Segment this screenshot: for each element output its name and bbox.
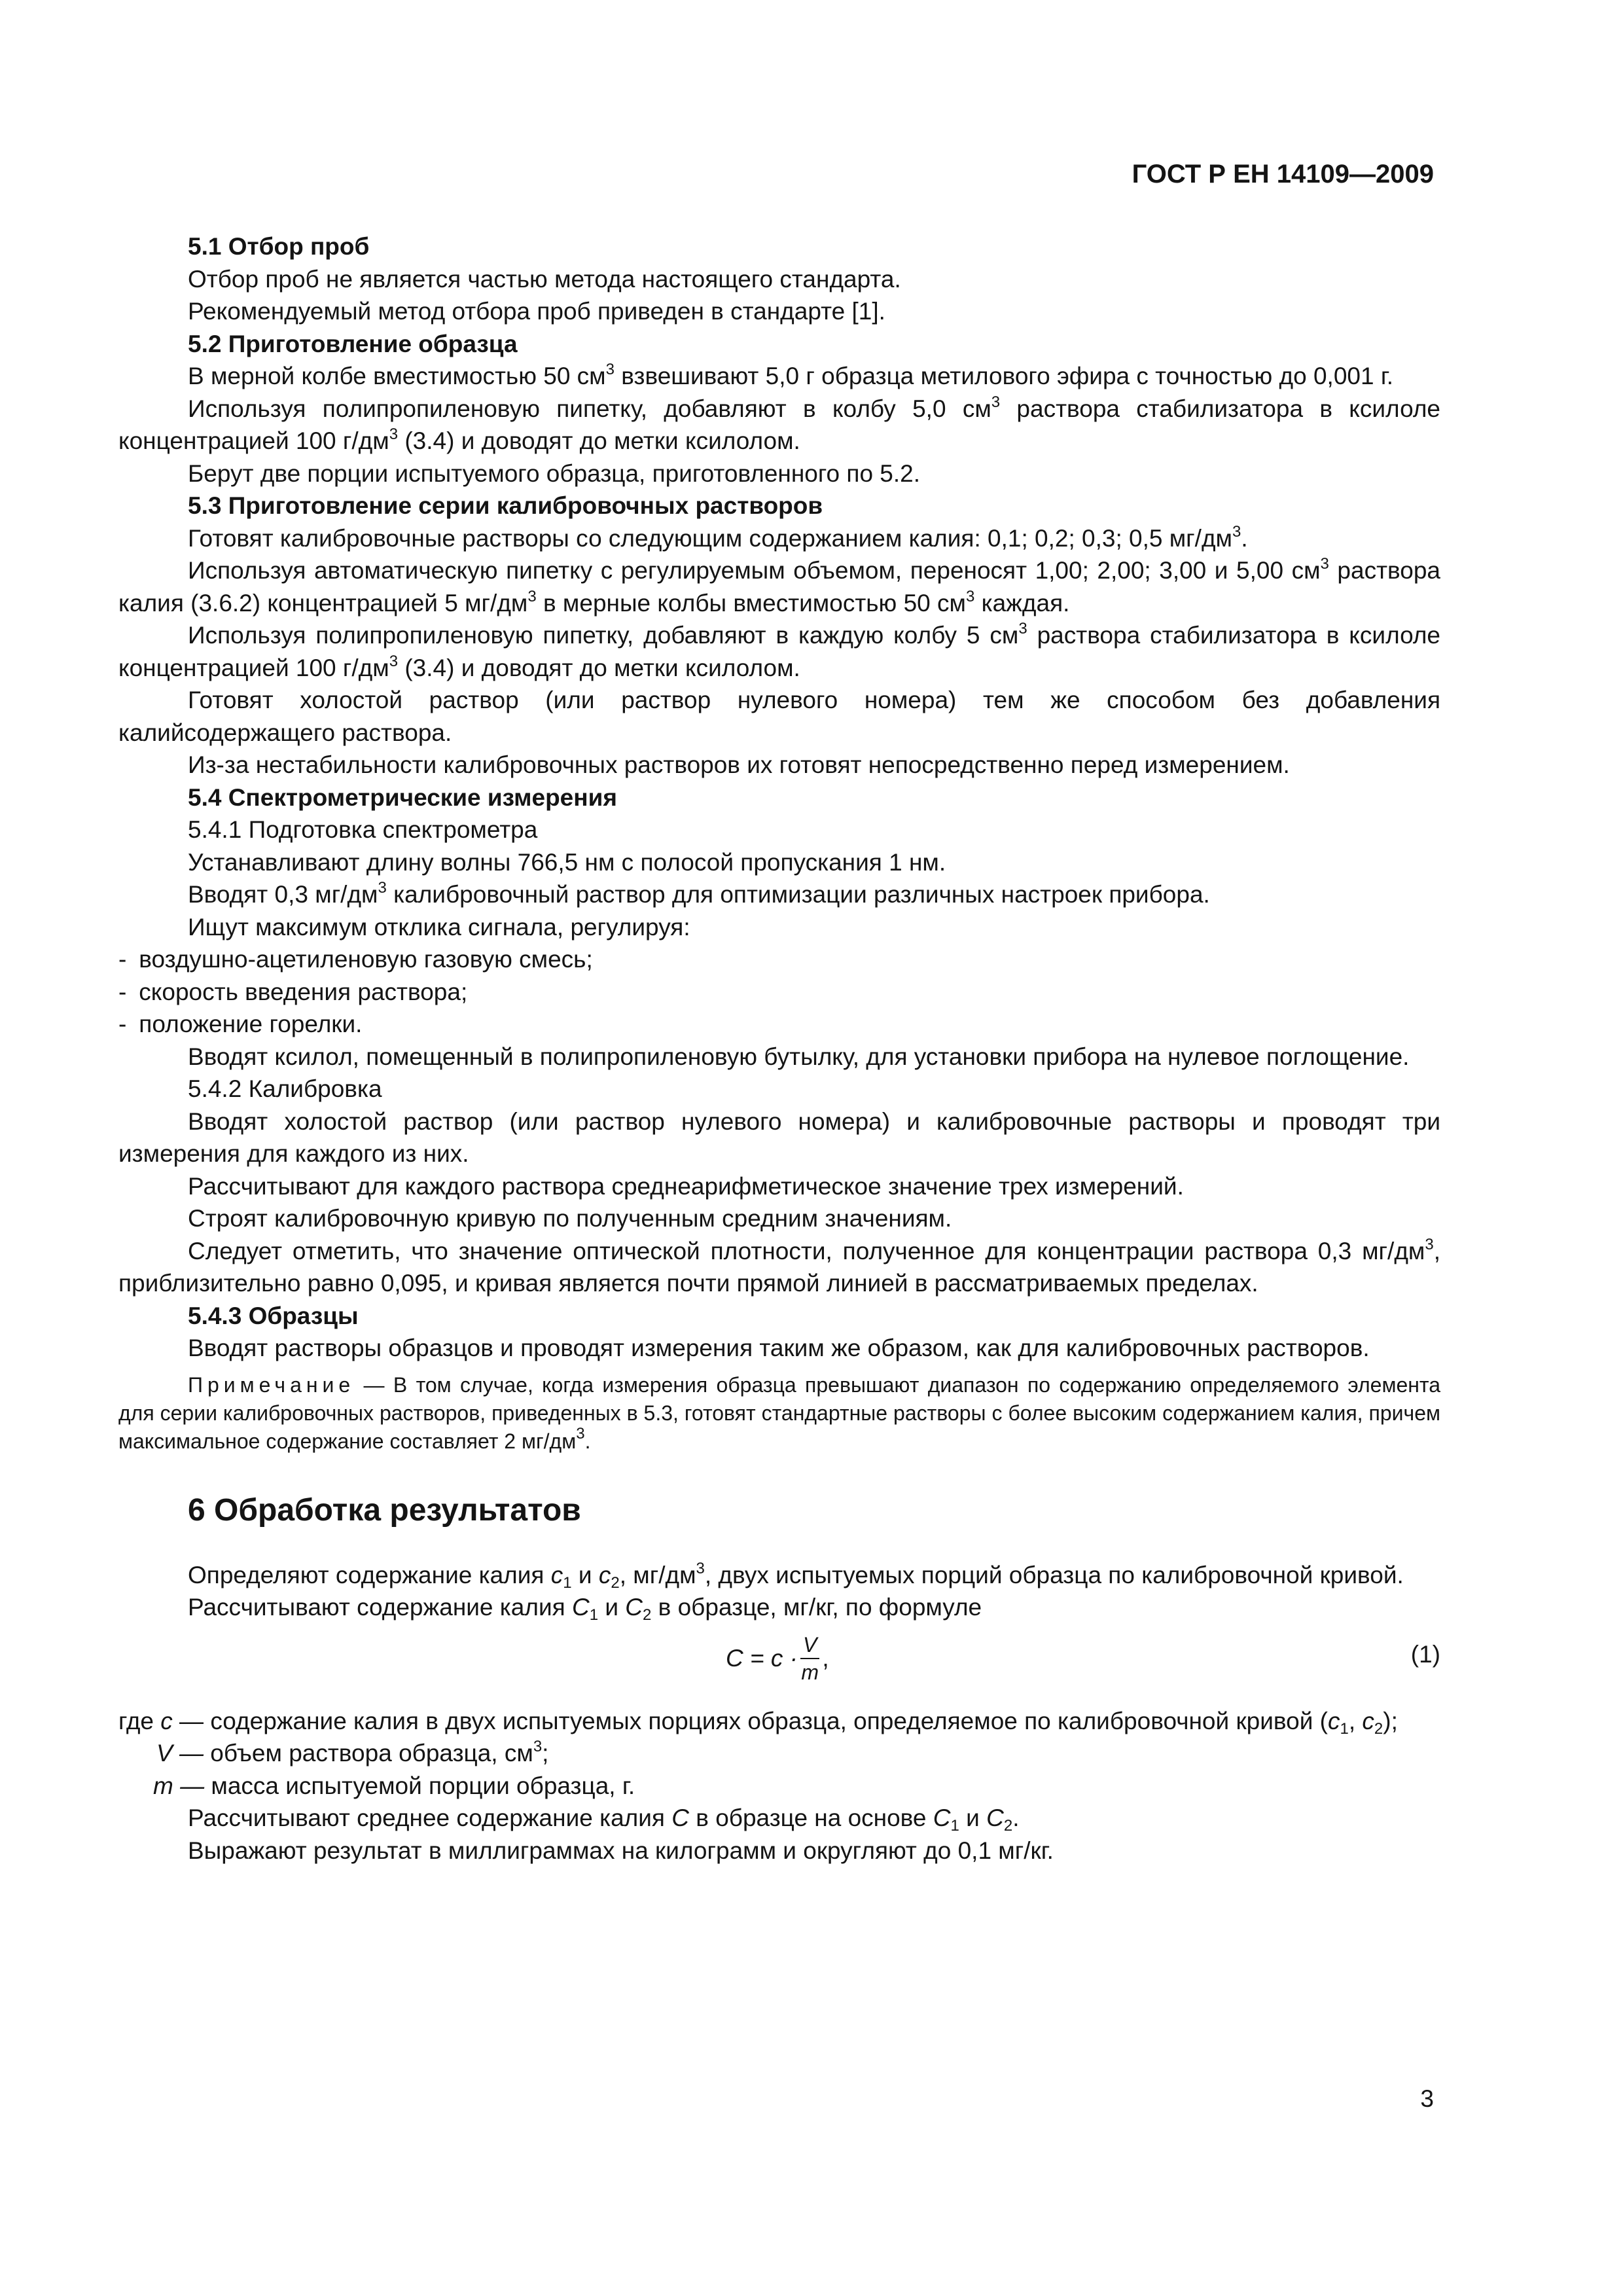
paragraph: Используя полипропиленовую пипетку, добавляют в колбу 5,0 $см^3$ раствора стабилизатора в ксилоле концентрацией 100 $г/дм^3$ (3.4) и доводят до метки ксилолом. <box>118 393 1440 454</box>
note: Примечание — В том случае, когда измерения образца превышают диапазон по содержанию определяемого элемента для серии калибровочных растворов, приведенных в 5.3, готовят стандартные растворы с более высоким содержанием калия, причем максимальное содержание составляет 2 $мг/дм^3$. <box>118 1372 1440 1453</box>
paragraph: Готовят калибровочные растворы со следующим содержанием калия: 0,1; 0,2; 0,3; 0,5 $мг/дм^3$. <box>188 522 1248 552</box>
paragraph: Берут две порции испытуемого образца, приготовленного по 5.2. <box>188 459 921 487</box>
list-item: - воздушно-ацетиленовую газовую смесь; <box>118 946 593 973</box>
subsection-5-4-3-title: 5.4.3 Образцы <box>188 1302 359 1329</box>
paragraph: Следует отметить, что значение оптической плотности, полученное для концентрации раствора 0,3 $мг/дм^3$, приблизительно равно 0,095, и кривая является почти прямой линией в рассматриваемых пределах. <box>118 1235 1440 1297</box>
list-item: - скорость введения раствора; <box>118 978 468 1005</box>
paragraph: Рассчитывают для каждого раствора среднеарифметическое значение трех измерений. <box>188 1172 1184 1200</box>
formula: C = c · $\frac{V}{m}$ , <box>726 1632 829 1684</box>
paragraph: Устанавливают длину волны 766,5 нм с полосой пропускания 1 нм. <box>188 848 946 876</box>
paragraph: Из-за нестабильности калибровочных растворов их готовят непосредственно перед измерением. <box>188 751 1290 778</box>
paragraph: Вводят холостой раствор (или раствор нулевого номера) и калибровочные растворы и проводят три измерения для каждого из них. <box>118 1107 1440 1167</box>
page-number: 3 <box>1420 2085 1434 2112</box>
section-5-3-title: 5.3 Приготовление серии калибровочных растворов <box>188 492 823 519</box>
list-item: - положение горелки. <box>118 1011 363 1037</box>
section-5-2-title: 5.2 Приготовление образца <box>188 330 518 357</box>
section-5-4-title: 5.4 Спектрометрические измерения <box>188 783 617 811</box>
formula-block <box>118 1626 1440 1695</box>
subsection-5-4-1-title: 5.4.1 Подготовка спектрометра <box>188 816 538 843</box>
page-header: ГОСТ Р ЕН 14109—2009 <box>1132 160 1434 188</box>
paragraph: Отбор проб не является частью метода настоящего стандарта. <box>188 265 901 293</box>
paragraph: Строят калибровочную кривую по полученным средним значениям. <box>188 1205 952 1232</box>
paragraph: Используя автоматическую пипетку с регулируемым объемом, переносят 1,00; 2,00; 3,00 и 5,00 $см^3$ раствора калия (3.6.2) концентрацией 5 $мг/дм^3$ в мерные колбы вместимостью 50 $см^3$ каждая. <box>118 555 1440 617</box>
paragraph: Ищут максимум отклика сигнала, регулируя: <box>188 913 690 941</box>
paragraph: Рассчитывают содержание калия $C_1$ и $C_2$ в образце, мг/кг, по формуле <box>188 1594 982 1624</box>
paragraph: Вводят ксилол, помещенный в полипропиленовую бутылку, для установки прибора на нулевое поглощение. <box>188 1043 1410 1070</box>
paragraph: Готовят холостой раствор (или раствор нулевого номера) тем же способом без добавления калийсодержащего раствора. <box>118 687 1440 746</box>
paragraph: Рассчитывают среднее содержание калия C в образце на основе $C_1$ и $C_2$. <box>188 1804 1020 1835</box>
where-m: m — масса испытуемой порции образца, г. <box>153 1772 635 1799</box>
paragraph: Рекомендуемый метод отбора проб приведен в стандарте [1]. <box>188 298 885 325</box>
document-body <box>118 230 1440 1867</box>
paragraph: Используя полипропиленовую пипетку, добавляют в каждую колбу 5 $см^3$ раствора стабилизатора в ксилоле концентрацией 100 $г/дм^3$ (3.4) и доводят до метки ксилолом. <box>118 620 1441 681</box>
subsection-5-4-2-title: 5.4.2 Калибровка <box>188 1075 382 1102</box>
paragraph: Вводят 0,3 $мг/дм^3$ калибровочный раствор для оптимизации различных настроек прибора. <box>188 879 1210 908</box>
where-V: V — объем раствора образца, $см^3$; <box>156 1738 549 1767</box>
where-c: где c — содержание калия в двух испытуемых порциях образца, определяемое по калибровочной кривой ($c_1$, $c_2$); <box>118 1707 1398 1738</box>
paragraph: В мерной колбе вместимостью 50 $см^3$ взвешивают 5,0 г образца метилового эфира с точностью до 0,001 г. <box>188 361 1394 389</box>
paragraph: Определяют содержание калия $c_1$ и $c_2$, $мг/дм^3$, двух испытуемых порций образца по калибровочной кривой. <box>188 1559 1404 1592</box>
paragraph: Выражают результат в миллиграммах на килограмм и округляют до 0,1 мг/кг. <box>188 1837 1054 1864</box>
note-label: Примечание <box>188 1372 355 1397</box>
section-5-1-title: 5.1 Отбор проб <box>188 233 370 260</box>
equation-number: (1) <box>1410 1640 1440 1668</box>
fraction: $\frac{V}{m}$ <box>801 1632 819 1684</box>
section-6-title: 6 Обработка результатов <box>188 1492 581 1528</box>
paragraph: Вводят растворы образцов и проводят измерения таким же образом, как для калибровочных растворов. <box>188 1335 1370 1361</box>
